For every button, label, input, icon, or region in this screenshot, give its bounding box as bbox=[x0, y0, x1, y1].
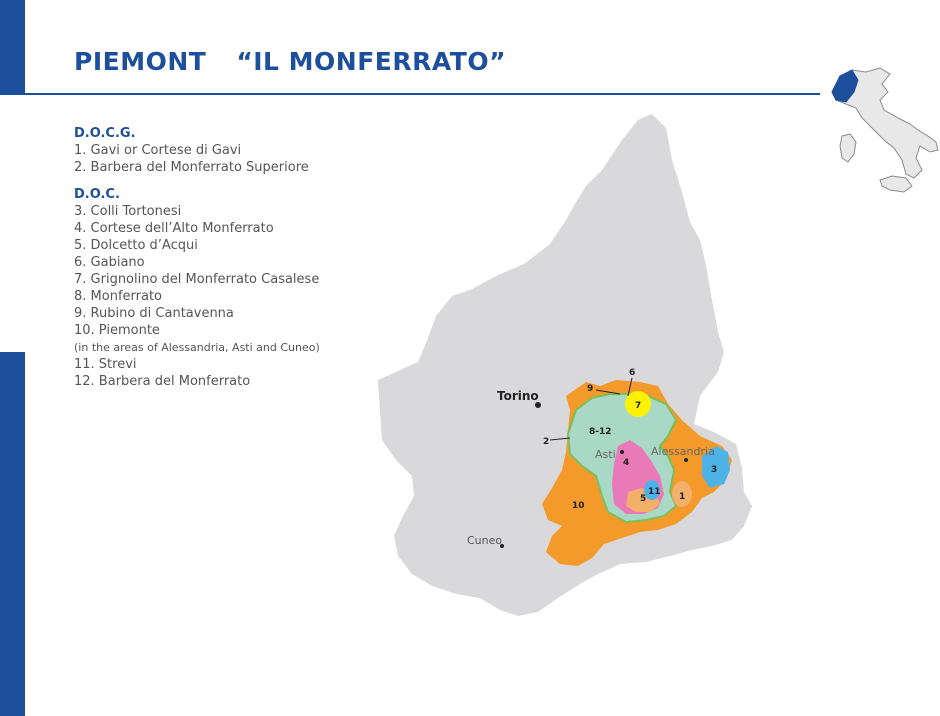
city-dot-alessandria bbox=[684, 458, 688, 462]
city-label-asti: Asti bbox=[595, 448, 616, 461]
zone-label-4: 4 bbox=[623, 458, 630, 468]
italy-sicily bbox=[880, 176, 912, 192]
docg-item: 1. Gavi or Cortese di Gavi bbox=[74, 143, 242, 158]
italy-sardinia bbox=[840, 134, 856, 162]
doc-item: 12. Barbera del Monferrato bbox=[74, 374, 251, 389]
zone-label-6: 6 bbox=[629, 368, 636, 378]
doc-item: 10. Piemonte bbox=[74, 323, 160, 338]
city-label-alessandria: Alessandria bbox=[651, 445, 715, 458]
docg-heading: D.O.C.G. bbox=[74, 126, 136, 141]
zone-label-2: 2 bbox=[543, 437, 550, 447]
title-region: PIEMONT bbox=[74, 47, 207, 76]
doc-item: 6. Gabiano bbox=[74, 255, 145, 270]
doc-item: 9. Rubino di Cantavenna bbox=[74, 306, 234, 321]
zone-label-3: 3 bbox=[711, 465, 718, 475]
doc-item-note: (in the areas of Alessandria, Asti and Cuneo) bbox=[74, 341, 320, 354]
zone-label-10: 10 bbox=[572, 501, 585, 511]
doc-item: 5. Dolcetto d’Acqui bbox=[74, 238, 198, 253]
city-label-cuneo: Cuneo bbox=[467, 534, 503, 547]
zone-label-1: 1 bbox=[679, 492, 686, 502]
doc-item: 4. Cortese dell’Alto Monferrato bbox=[74, 221, 274, 236]
zone-label-5: 5 bbox=[640, 494, 647, 504]
italy-inset-map bbox=[832, 68, 938, 192]
doc-heading: D.O.C. bbox=[74, 187, 120, 202]
city-dot-asti bbox=[620, 450, 624, 454]
zone-label-8-12: 8-12 bbox=[589, 427, 612, 437]
doc-item: 11. Strevi bbox=[74, 357, 137, 372]
zone-label-9: 9 bbox=[587, 384, 594, 394]
zone-label-11: 11 bbox=[648, 487, 661, 497]
doc-item: 7. Grignolino del Monferrato Casalese bbox=[74, 272, 320, 287]
doc-item: 8. Monferrato bbox=[74, 289, 162, 304]
city-label-torino: Torino bbox=[497, 389, 539, 403]
docg-item: 2. Barbera del Monferrato Superiore bbox=[74, 160, 309, 175]
doc-item: 3. Colli Tortonesi bbox=[74, 204, 182, 219]
title-area: “IL MONFERRATO” bbox=[236, 47, 507, 76]
zone-label-7: 7 bbox=[635, 401, 642, 411]
